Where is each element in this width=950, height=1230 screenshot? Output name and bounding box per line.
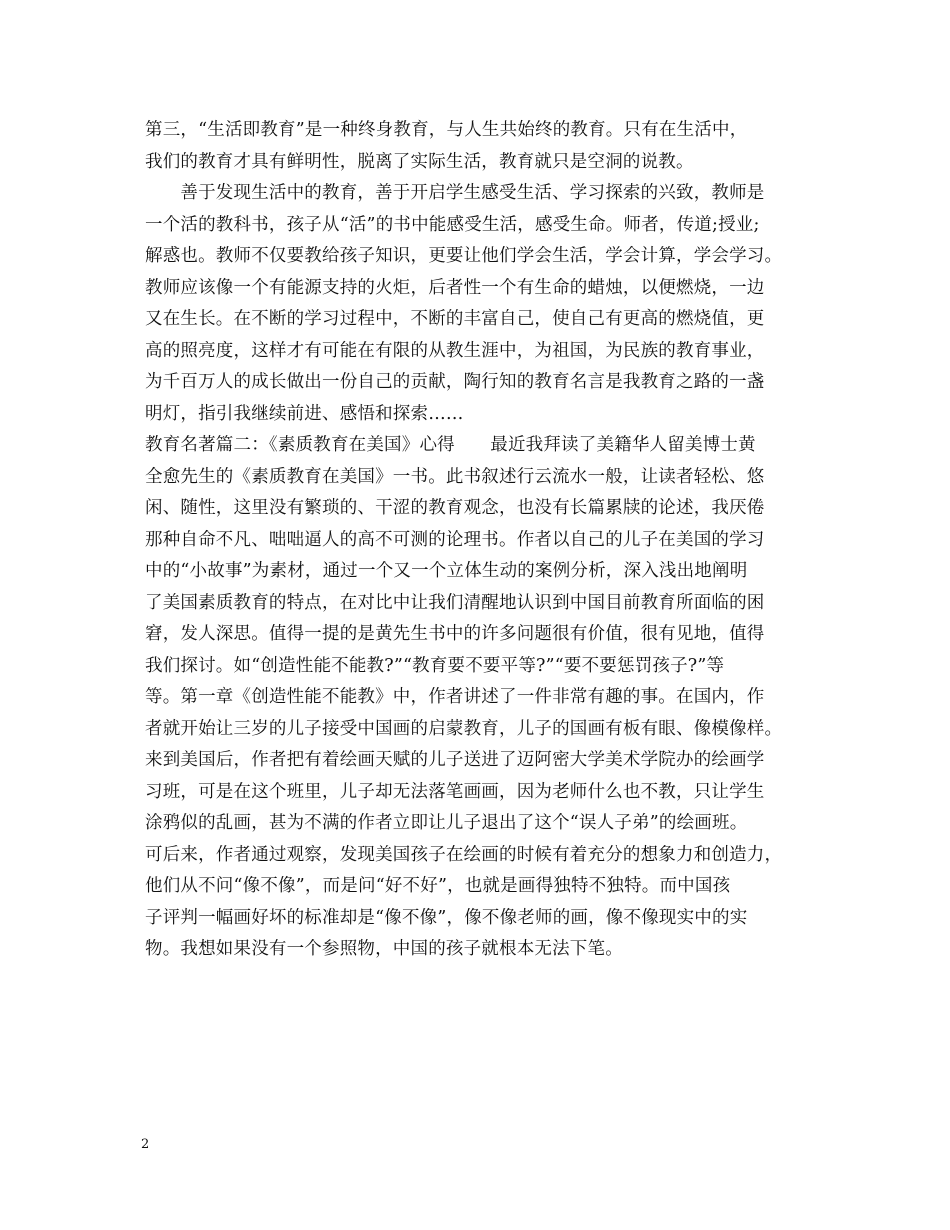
text-line: 中的“小故事”为素材，通过一个又一个立体生动的案例分析，深入浅出地阐明 [145,561,748,581]
text-line: 又在生长。在不断的学习过程中，不断的丰富自己，使自己有更高的燃烧值，更 [145,309,765,329]
text-line: 物。我想如果没有一个参照物，中国的孩子就根本无法下笔。 [145,939,623,959]
document-body [145,115,817,966]
text-line: 涂鸦似的乱画，甚为不满的作者立即让儿子退出了这个“误人子弟”的绘画班。 [145,813,748,833]
text-line: 子评判一幅画好坏的标准却是“像不像”，像不像老师的画，像不像现实中的实 [145,907,748,928]
text-line: 一个活的教科书，孩子从“活”的书中能感受生活，感受生命。师者，传道;授业; [145,214,760,235]
text-line: 第三，“生活即教育”是一种终身教育，与人生共始终的教育。只有在生活中， [145,120,748,140]
text-line: 等。第一章《创造性能不能教》中，作者讲述了一件非常有趣的事。在国内，作 [145,687,765,707]
text-line: 可后来，作者通过观察，发现美国孩子在绘画的时候有着充分的想象力和创造力， [145,844,783,865]
text-line: 我们探讨。如“创造性能不能教?”“教育要不要平等?”“要不要惩罚孩子?”等 [145,655,725,676]
text-line: 明灯，指引我继续前进、感悟和探索…… [145,403,464,424]
text-line: 窘，发人深思。值得一提的是黄先生书中的许多问题很有价值，很有见地，值得 [145,624,765,644]
text-line: 为千百万人的成长做出一份自己的贡献，陶行知的教育名言是我教育之路的一盏 [145,372,765,392]
text-line: 教师应该像一个有能源支持的火炬，后者性一个有生命的蜡烛，以便燃烧，一边 [145,277,765,298]
text-line: 我们的教育才具有鲜明性，脱离了实际生活，教育就只是空洞的说教。 [145,151,694,172]
text-line: 闲、随性，这里没有繁琐的、干涩的教育观念，也没有长篇累牍的论述，我厌倦 [145,498,765,518]
text-line: 全愈先生的《素质教育在美国》一书。此书叙述行云流水一般，让读者轻松、悠 [145,466,765,487]
text-line: 了美国素质教育的特点，在对比中让我们清醒地认识到中国目前教育所面临的困 [145,592,765,613]
text-line: 教育名著篇二：《素质教育在美国》心得 最近我拜读了美籍华人留美博士黄 [145,435,756,455]
text-line: 那种自命不凡、咄咄逼人的高不可测的论理书。作者以自己的儿子在美国的学习 [145,529,765,550]
text-line: 解惑也。教师不仅要教给孩子知识，更要让他们学会生活，学会计算，学会学习。 [145,246,783,266]
text-line: 习班，可是在这个班里，儿子却无法落笔画画，因为老师什么也不教，只让学生 [145,781,765,802]
text-line: 他们从不问“像不像”，而是问“好不好”，也就是画得独特不独特。而中国孩 [145,876,731,896]
text-line: 善于发现生活中的教育，善于开启学生感受生活、学习探索的兴致，教师是 [145,183,765,203]
text-line: 高的照亮度，这样才有可能在有限的从教生涯中，为祖国，为民族的教育事业， [145,340,765,361]
page-number: 2 [141,1137,150,1152]
text-line: 者就开始让三岁的儿子接受中国画的启蒙教育，儿子的国画有板有眼、像模像样。 [145,718,783,739]
text-line: 来到美国后，作者把有着绘画天赋的儿子送进了迈阿密大学美术学院办的绘画学 [145,750,765,770]
